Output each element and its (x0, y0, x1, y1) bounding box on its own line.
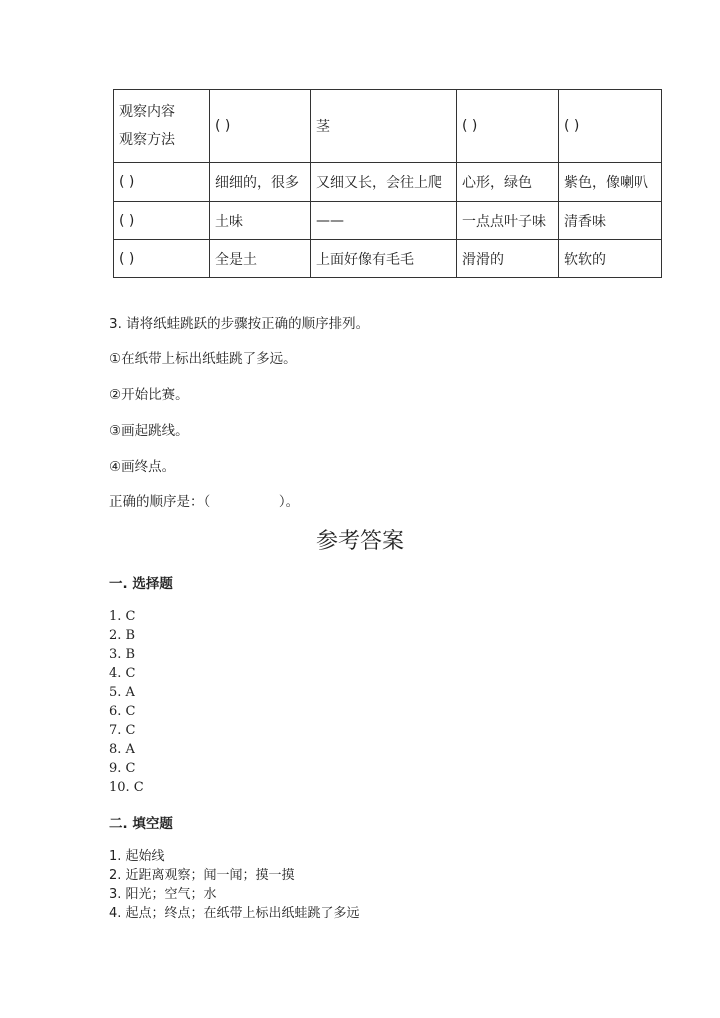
list-item: 9. C (109, 761, 136, 776)
table-cell: ( ) (114, 202, 210, 240)
list-item: 7. C (109, 723, 136, 738)
list-item: 5. A (109, 685, 135, 700)
list-item: 3. B (109, 647, 136, 662)
question-3-answer-line: 正确的顺序是：（ ）。 (109, 494, 300, 510)
table-cell: ( ) (114, 163, 210, 202)
fill-answer-list (109, 847, 360, 923)
table-header-row (114, 90, 662, 163)
table-cell: 又细又长，会往上爬 (311, 163, 457, 202)
section-heading-fill: 二. 填空题 (109, 816, 173, 832)
table-row (114, 163, 662, 202)
section-heading-choice: 一. 选择题 (109, 576, 173, 592)
list-item: 4. 起点；终点；在纸带上标出纸蛙跳了多远 (109, 906, 360, 921)
header-label-content: 观察内容 (119, 104, 175, 120)
table-cell: —— (311, 202, 457, 240)
observation-table (113, 89, 662, 278)
question-3-step-4: ④画终点。 (109, 459, 176, 475)
question-3-step-3: ③画起跳线。 (109, 423, 189, 439)
list-item: 1. 起始线 (109, 849, 165, 864)
answer-key-title: 参考答案 (315, 529, 404, 554)
header-label-method: 观察方法 (119, 132, 175, 148)
table-header-cell: ( ) (559, 90, 662, 163)
table-cell: 软软的 (559, 240, 662, 278)
table-cell: 细细的，很多 (210, 163, 311, 202)
list-item: 8. A (109, 742, 135, 757)
table-row (114, 202, 662, 240)
table-header-cell: ( ) (210, 90, 311, 163)
table-cell: 滑滑的 (457, 240, 559, 278)
table-header-cell: ( ) (457, 90, 559, 163)
table-cell: 紫色，像喇叭 (559, 163, 662, 202)
list-item: 2. B (109, 628, 136, 643)
table-cell: ( ) (114, 240, 210, 278)
table-cell: 一点点叶子味 (457, 202, 559, 240)
choice-answer-list (109, 607, 144, 797)
question-3-prompt: 3. 请将纸蛙跳跃的步骤按正确的顺序排列。 (109, 316, 370, 332)
table-header-cell: 茎 (311, 90, 457, 163)
table-cell: 心形，绿色 (457, 163, 559, 202)
table-cell: 土味 (210, 202, 311, 240)
table-cell: 全是土 (210, 240, 311, 278)
table-row (114, 240, 662, 278)
question-3-step-1: ①在纸带上标出纸蛙跳了多远。 (109, 351, 297, 367)
question-3-step-2: ②开始比赛。 (109, 387, 189, 403)
table-cell: 上面好像有毛毛 (311, 240, 457, 278)
list-item: 3. 阳光；空气；水 (109, 887, 217, 902)
list-item: 10. C (109, 780, 144, 795)
list-item: 6. C (109, 704, 136, 719)
list-item: 1. C (109, 609, 136, 624)
list-item: 4. C (109, 666, 136, 681)
list-item: 2. 近距离观察；闻一闻；摸一摸 (109, 868, 295, 883)
table-corner-cell (114, 90, 210, 163)
table-cell: 清香味 (559, 202, 662, 240)
